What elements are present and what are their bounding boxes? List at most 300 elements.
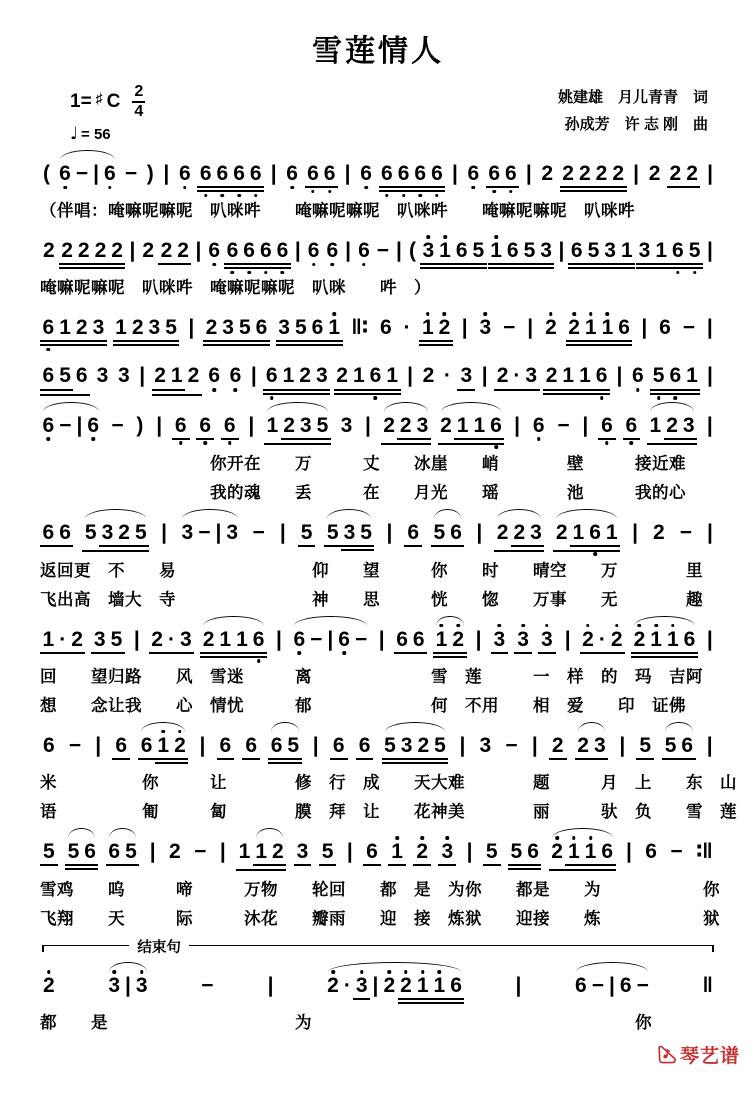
barline: ‖ xyxy=(702,974,713,998)
note: 1 xyxy=(386,364,398,388)
system xyxy=(40,414,716,503)
music-symbol: − xyxy=(557,413,570,437)
note: 5 xyxy=(40,840,58,866)
ending-bracket xyxy=(42,940,714,957)
octave-dot-above xyxy=(112,970,116,974)
music-symbol: · xyxy=(167,627,175,651)
note: 1 xyxy=(170,364,183,388)
note-group xyxy=(631,628,698,658)
music-symbol: ( xyxy=(408,239,416,263)
octave-dot-above xyxy=(47,970,51,974)
note-group xyxy=(543,364,610,394)
music-symbol: − xyxy=(503,316,516,340)
note: 6 xyxy=(205,239,223,263)
octave-dot-below xyxy=(674,396,678,400)
barline: | xyxy=(531,733,538,757)
slur xyxy=(256,828,283,838)
barline: | xyxy=(250,364,257,388)
note: 3 xyxy=(353,974,370,1000)
music-symbol: − xyxy=(194,840,207,864)
note: 5 xyxy=(324,521,341,547)
note-group xyxy=(647,414,697,445)
note: 2 xyxy=(542,316,560,340)
note: 6 xyxy=(587,521,604,545)
note-group xyxy=(570,521,620,547)
note: 3 xyxy=(538,628,556,654)
lyrics-line: 我的魂 丢 在 月光 瑶 池 我的心 xyxy=(40,483,686,502)
barline: ‖∶ xyxy=(351,316,369,340)
slur xyxy=(109,828,136,838)
note: 2 xyxy=(187,364,200,388)
note-group xyxy=(155,734,188,764)
octave-dot-below xyxy=(435,194,439,198)
note: 2 xyxy=(513,520,526,544)
music-symbol: · xyxy=(343,974,351,998)
octave-dot-above xyxy=(443,312,447,316)
note: 2 xyxy=(151,627,163,651)
note: 3 xyxy=(148,316,161,340)
octave-dot-above xyxy=(421,970,425,974)
note: 5 xyxy=(84,520,97,544)
note-group xyxy=(394,628,427,654)
scale-label: 1= xyxy=(70,91,92,112)
note: 5 xyxy=(662,734,679,760)
barline: | xyxy=(407,364,413,388)
slur xyxy=(328,962,462,972)
note: 6 xyxy=(112,734,130,760)
music-symbol: − xyxy=(75,162,89,185)
slur xyxy=(43,402,99,412)
octave-dot-above xyxy=(395,836,399,840)
note: 1 xyxy=(664,628,681,652)
slur xyxy=(441,402,502,412)
note-group xyxy=(553,521,620,552)
note: 5 xyxy=(483,840,501,866)
octave-dot-below xyxy=(228,441,232,445)
octave-dot-below xyxy=(472,186,476,190)
note: 1 xyxy=(352,364,365,388)
note: 2 xyxy=(549,734,567,760)
slur xyxy=(60,150,116,160)
note: 6 xyxy=(255,316,268,340)
octave-dot-above xyxy=(438,970,442,974)
barline: | xyxy=(514,413,521,437)
octave-dot-above xyxy=(456,624,460,628)
note: 6 xyxy=(75,364,88,388)
notation-line xyxy=(40,239,716,269)
lyrics-line: 回 望归路 风 雪迷 离 雪 莲 一 样 的 玛 吉阿 xyxy=(40,667,703,686)
octave-dot-below xyxy=(342,651,346,655)
note: 1 xyxy=(473,413,486,437)
octave-dot-above xyxy=(404,970,408,974)
octave-dot-below xyxy=(257,659,261,663)
barline: | xyxy=(451,162,458,185)
barline: | xyxy=(294,239,301,263)
octave-dot-above xyxy=(654,624,658,628)
barline: | xyxy=(346,840,353,864)
music-symbol: ( xyxy=(43,162,50,185)
note-group xyxy=(662,734,695,760)
music-symbol: − xyxy=(636,974,649,998)
music-symbol: − xyxy=(111,413,124,437)
note: 3 xyxy=(106,974,123,998)
note: 1 xyxy=(388,840,406,866)
note: 3 xyxy=(591,734,608,760)
music-symbol: − xyxy=(124,162,138,185)
octave-dot-below xyxy=(108,186,112,190)
octave-dot-below xyxy=(605,441,609,445)
note: 2 xyxy=(440,413,452,437)
octave-dot-below xyxy=(204,194,208,198)
note: 6 xyxy=(242,734,260,760)
note: 2 xyxy=(142,239,155,263)
octave-dot-below xyxy=(179,441,183,445)
octave-dot-above xyxy=(388,970,392,974)
lyrics-line: （伴唱：唵嘛呢嘛呢 叭咪吽 唵嘛呢嘛呢 叭咪吽 唵嘛呢嘛呢 叭咪吽 xyxy=(40,202,635,221)
note: 6 xyxy=(336,628,353,652)
note: 6 xyxy=(455,239,468,263)
barline: | xyxy=(609,974,615,998)
note: 3 xyxy=(340,413,353,437)
note: 5 xyxy=(384,733,396,757)
barline: | xyxy=(199,733,206,757)
octave-dot-above xyxy=(638,624,642,628)
note: 2 xyxy=(160,239,173,263)
notation-line xyxy=(40,414,716,445)
note: 6 xyxy=(618,316,630,340)
music-symbol: · xyxy=(443,364,451,388)
note: 2 xyxy=(608,628,625,652)
note: 6 xyxy=(42,520,55,544)
barline: | xyxy=(372,974,379,998)
slur xyxy=(267,402,328,412)
note-group xyxy=(291,628,370,652)
note: 2 xyxy=(336,364,348,388)
barline: | xyxy=(466,840,473,864)
barline: | xyxy=(276,627,282,651)
note-group xyxy=(82,521,149,552)
note: 6 xyxy=(679,734,696,760)
slur xyxy=(634,616,695,626)
note: 1 xyxy=(562,364,575,388)
note: 1 xyxy=(255,840,267,864)
note-group xyxy=(40,364,90,395)
note: 2 xyxy=(578,162,591,185)
note: 1 xyxy=(433,628,450,652)
octave-dot-below xyxy=(221,194,225,198)
note: 5 xyxy=(650,364,667,388)
note: 6 xyxy=(40,316,57,340)
note-group xyxy=(113,316,180,346)
octave-dot-above xyxy=(589,836,593,840)
note: 6 xyxy=(250,628,267,652)
note: 6 xyxy=(404,521,422,547)
note-group xyxy=(106,840,139,866)
barline: | xyxy=(706,627,713,651)
note: 3 xyxy=(514,628,532,654)
note-group xyxy=(494,364,539,390)
octave-dot-above xyxy=(446,836,450,840)
note: 6 xyxy=(106,840,123,866)
note: 2 xyxy=(666,413,678,437)
notation-line xyxy=(40,628,716,658)
music-symbol: − xyxy=(68,733,82,757)
barline: | xyxy=(475,627,482,651)
note: 1 xyxy=(326,316,343,340)
music-symbol: − xyxy=(505,733,518,757)
octave-dot-above xyxy=(427,235,431,239)
note-group xyxy=(650,364,700,394)
lyrics-line: 你开在 万 丈 冰崖 峭 壁 接近难 xyxy=(40,454,686,473)
note: 2 xyxy=(272,840,284,864)
note: 3 xyxy=(226,520,239,544)
note: 2 xyxy=(202,627,215,651)
note-group xyxy=(57,162,119,186)
note: 6 xyxy=(305,239,323,263)
octave-dot-above xyxy=(555,836,559,840)
music-symbol: − xyxy=(59,413,72,437)
note-group xyxy=(59,239,126,269)
note: 1 xyxy=(572,520,585,544)
barline: | xyxy=(344,162,351,185)
barline: | xyxy=(525,162,532,185)
barline: | xyxy=(163,162,170,185)
note-group xyxy=(488,239,555,269)
notation-line xyxy=(40,734,716,764)
note: 6 xyxy=(623,414,641,440)
lyrics-line: 唵嘛呢嘛呢 叭咪吽 唵嘛呢嘛呢 叭咪 吽 ） xyxy=(40,279,431,298)
note: 2 xyxy=(299,364,311,388)
notation-line xyxy=(40,521,716,552)
note: 1 xyxy=(456,413,469,437)
note: 3 xyxy=(604,239,616,263)
note: 6 xyxy=(172,414,190,440)
note: 6 xyxy=(227,364,245,388)
note-group xyxy=(236,840,286,871)
note-group xyxy=(325,974,465,1004)
note: 6 xyxy=(396,627,408,651)
barline: | xyxy=(476,520,483,544)
barline: | xyxy=(279,520,286,544)
octave-dot-below xyxy=(402,194,406,198)
octave-dot-above xyxy=(331,970,335,974)
barline: | xyxy=(481,364,488,388)
octave-dot-below xyxy=(630,441,634,445)
note: 2 xyxy=(422,364,435,388)
qinyipu-logo[interactable] xyxy=(656,1041,740,1068)
tempo-value: = 56 xyxy=(81,126,111,143)
note: 2 xyxy=(496,520,509,544)
system xyxy=(40,733,737,822)
barline: | xyxy=(706,733,713,757)
note: 2 xyxy=(595,162,608,185)
note: 6 xyxy=(503,162,520,186)
note: 6 xyxy=(629,364,647,388)
note: 6 xyxy=(84,840,96,864)
octave-dot-below xyxy=(419,194,423,198)
notation-line xyxy=(40,316,716,346)
note-group xyxy=(341,521,374,551)
barline: | xyxy=(706,413,713,437)
slur xyxy=(497,509,541,519)
key-tempo-block xyxy=(70,84,145,144)
note-group xyxy=(197,162,264,192)
note: 5 xyxy=(67,840,80,864)
note: 6 xyxy=(683,627,696,651)
note: 5 xyxy=(134,520,147,544)
octave-dot-below xyxy=(237,194,241,198)
octave-dot-below xyxy=(91,437,95,441)
note: 2 xyxy=(541,162,554,185)
note: 2 xyxy=(653,520,665,544)
note: 6 xyxy=(379,316,392,340)
barline: | xyxy=(219,840,226,864)
note-group xyxy=(106,974,150,998)
octave-dot-below xyxy=(270,396,274,400)
note: 2 xyxy=(75,316,88,340)
note: 6 xyxy=(598,414,616,440)
note: 6 xyxy=(367,364,384,388)
note: 3 xyxy=(540,239,552,263)
lyrics-line: 返回更 不 易 仰 望 你 时 晴空 万 里 xyxy=(40,561,703,580)
lyricist-credit: 姚建雄 月儿青青 词 xyxy=(557,89,708,106)
barline: | xyxy=(156,413,163,437)
note: 5 xyxy=(686,239,703,263)
music-symbol: ) xyxy=(146,162,154,185)
note: 2 xyxy=(283,413,295,437)
song-title: 雪莲情人 xyxy=(312,35,444,68)
octave-dot-above xyxy=(572,836,576,840)
barline: | xyxy=(706,520,713,544)
note: 2 xyxy=(61,239,73,263)
octave-dot-below xyxy=(636,388,640,392)
barline: | xyxy=(76,413,83,437)
quarter-note-icon: ♩ xyxy=(70,124,79,144)
note: 6 xyxy=(429,162,446,186)
barline: | xyxy=(515,974,522,998)
note: 6 xyxy=(138,734,155,760)
barline: | xyxy=(706,316,713,340)
barline: | xyxy=(95,733,102,757)
note: 1 xyxy=(414,974,431,998)
note: 6 xyxy=(59,520,71,544)
system xyxy=(40,628,716,716)
note: 6 xyxy=(412,627,425,651)
barline: | xyxy=(527,316,534,340)
note: 2 xyxy=(669,162,682,185)
slur xyxy=(203,616,264,626)
note-group xyxy=(334,364,401,394)
note: 2 xyxy=(612,162,624,185)
notation-line xyxy=(40,162,716,192)
note: 3 xyxy=(438,840,456,866)
note: 2 xyxy=(496,364,509,388)
note-group xyxy=(636,239,703,269)
note: 6 xyxy=(205,364,223,388)
note: 5 xyxy=(238,316,251,340)
octave-dot-above xyxy=(484,312,488,316)
lyrics-line: 飞翔 天 际 沐花 瓣雨 迎 接 炼狱 迎接 炼 狱 xyxy=(40,910,720,929)
barline: | xyxy=(706,364,713,388)
note: 6 xyxy=(197,162,214,186)
note: 1 xyxy=(42,627,55,651)
note-group xyxy=(281,414,331,440)
octave-dot-below xyxy=(492,190,496,194)
note: 2 xyxy=(94,239,107,263)
music-symbol: − xyxy=(682,316,695,340)
note: 3 xyxy=(525,364,538,388)
slur xyxy=(271,722,298,732)
note: 5 xyxy=(587,239,600,263)
note: 1 xyxy=(431,974,448,998)
note: 1 xyxy=(437,239,454,263)
octave-dot-above xyxy=(360,970,364,974)
note: 3 xyxy=(477,316,495,340)
note-group xyxy=(40,316,107,346)
slur xyxy=(578,722,605,732)
barline: | xyxy=(195,239,202,263)
note: 2 xyxy=(154,364,166,388)
octave-dot-above xyxy=(494,235,498,239)
music-symbol: · xyxy=(59,627,67,651)
note: 3 xyxy=(400,733,413,757)
note: 2 xyxy=(436,316,453,340)
barline: | xyxy=(125,974,131,998)
barline: | xyxy=(461,316,468,340)
note: 6 xyxy=(176,162,194,186)
note: 3 xyxy=(479,733,492,757)
slur xyxy=(294,616,367,626)
note-group xyxy=(549,840,616,871)
note: 3 xyxy=(222,316,234,340)
note: 6 xyxy=(42,364,55,388)
note-group xyxy=(276,316,343,346)
note: 2 xyxy=(545,364,558,388)
note: 2 xyxy=(40,974,58,998)
note-group xyxy=(305,162,338,188)
note: 6 xyxy=(357,162,375,186)
note: 6 xyxy=(601,840,614,864)
note: 2 xyxy=(205,316,218,340)
note: 3 xyxy=(638,239,651,263)
note: 6 xyxy=(321,162,338,186)
music-symbol: · xyxy=(513,364,521,388)
slur xyxy=(576,962,649,972)
note-group xyxy=(433,628,466,658)
system xyxy=(40,316,716,346)
octave-dot-above xyxy=(162,730,166,734)
slur xyxy=(384,402,428,412)
notation-line xyxy=(40,974,716,1004)
octave-dot-below xyxy=(537,437,541,441)
note-group xyxy=(494,521,544,552)
note: 6 xyxy=(570,239,583,263)
note: 1 xyxy=(488,239,505,263)
note-group xyxy=(65,840,98,870)
barline: | xyxy=(93,162,99,185)
note: 1 xyxy=(649,413,662,437)
note: 5 xyxy=(165,316,177,340)
octave-dot-below xyxy=(509,190,513,194)
note: 6 xyxy=(488,414,505,438)
note: 5 xyxy=(59,364,71,388)
note: 1 xyxy=(266,413,279,437)
note: 3 xyxy=(278,316,290,340)
note-group xyxy=(420,239,487,269)
note: 2 xyxy=(398,974,415,998)
slur xyxy=(385,722,446,732)
barline: | xyxy=(327,627,334,651)
